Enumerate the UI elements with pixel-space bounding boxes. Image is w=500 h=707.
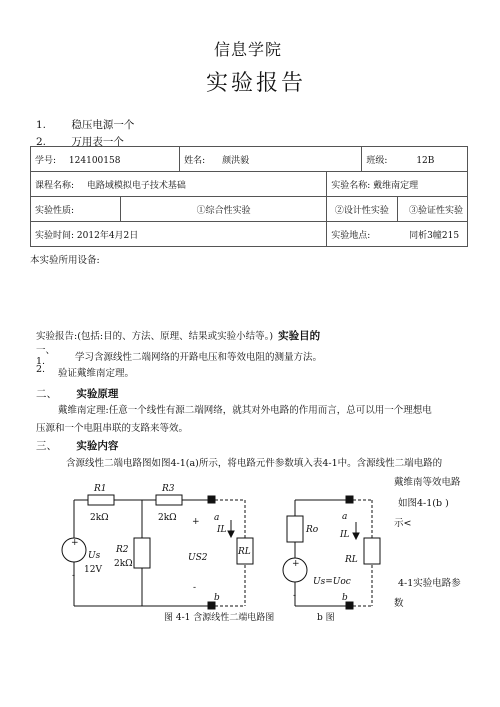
- r2-value: 2kΩ: [114, 559, 133, 569]
- side-text-1: 戴维南等效电路: [394, 477, 461, 488]
- purpose-1-text: 学习含源线性二端网络的开路电压和等效电阻的测量方法。: [75, 352, 323, 363]
- terminal-a: [208, 496, 215, 503]
- principle-line-2: 压源和一个电阻串联的支路来等效。: [36, 423, 189, 434]
- terminal-a-b: [346, 496, 353, 503]
- r2-resistor: [134, 538, 150, 568]
- source-eq-label: Us=Uoc: [313, 577, 351, 587]
- section-2-title: 实验原理: [76, 388, 119, 400]
- r3-value: 2kΩ: [158, 513, 177, 523]
- us2-minus: -: [193, 583, 197, 593]
- student-id-label: 学号:: [35, 155, 57, 166]
- experiment-label: 实验名称:: [331, 180, 371, 191]
- section-3-num: 三、: [36, 440, 57, 452]
- equipment-item-1-text: 稳压电源一个: [71, 119, 135, 131]
- r3-resistor: [156, 495, 182, 505]
- circuit-a-caption: 图 4-1 含源线性二端电路图: [164, 613, 275, 623]
- purpose-1-num: 1.: [36, 356, 46, 367]
- school-name: 信息学院: [214, 40, 283, 59]
- name-value: 颜洪毅: [222, 155, 250, 166]
- source-minus-b: -: [293, 591, 297, 601]
- place-value: 同析3幢215: [409, 230, 460, 241]
- nature-label: 实验性质:: [35, 205, 75, 216]
- source-plus-a: +: [71, 538, 79, 548]
- source-value-a: 12V: [84, 565, 102, 575]
- source-label-a: Us: [88, 551, 101, 561]
- ro-resistor: [287, 516, 303, 542]
- time-label: 实验时间:: [35, 230, 75, 241]
- circuit-b: [283, 496, 380, 609]
- rl-resistor-b: [364, 538, 380, 564]
- section-1-title: 实验目的: [278, 330, 321, 342]
- terminal-b-b: [346, 602, 353, 609]
- principle-line-1: 戴维南定理:任意一个线性有源二端网络，就其对外电路的作用而言，总可以用一个理想电: [58, 405, 432, 416]
- purpose-2-text: 验证戴维南定理。: [58, 368, 135, 379]
- side-text-3: 示<: [394, 518, 412, 529]
- course-value: 电路域模拟电子技术基础: [86, 180, 186, 191]
- nature-option-1: ①综合性实验: [196, 205, 251, 216]
- il-label-b: IL: [340, 530, 350, 540]
- ro-label: Ro: [306, 525, 319, 535]
- equipment-heading: 本实验所用设备:: [30, 255, 100, 266]
- equipment-item-2-num: 2.: [36, 136, 47, 148]
- r3-label: R3: [162, 484, 175, 494]
- content-line-1: 含源线性二端电路图如图4-1(a)所示，将电路元件参数填入表4-1中。含源线性二端电路的: [66, 458, 443, 469]
- us2-label: US2: [188, 553, 208, 563]
- section-3-title: 实验内容: [76, 440, 119, 452]
- class-label: 班级:: [366, 155, 388, 166]
- side-text-4: 4-1实验电路参: [398, 578, 461, 589]
- equipment-item-2-text: 万用表一个: [71, 136, 124, 148]
- experiment-value: 戴维南定理: [373, 180, 419, 191]
- course-label: 课程名称:: [35, 180, 75, 191]
- report-title: 实验报告: [206, 71, 307, 96]
- section-1-num: 一、: [36, 345, 56, 356]
- r1-resistor: [88, 495, 114, 505]
- terminal-b: [208, 602, 215, 609]
- nature-option-3: ③验证性实验: [408, 205, 463, 216]
- r1-value: 2kΩ: [90, 513, 109, 523]
- rl-label-a: RL: [238, 547, 251, 557]
- report-note-text: 实验报告:(包括:目的、方法、原理、结果或实验小结等。): [36, 331, 274, 342]
- name-label: 姓名:: [184, 155, 206, 166]
- nature-option-2: ②设计性实验: [334, 205, 389, 216]
- class-value: 12B: [416, 155, 435, 166]
- node-a-label: a: [214, 513, 220, 523]
- source-plus-b: +: [292, 559, 300, 569]
- node-a-b-label: a: [342, 512, 348, 522]
- r1-label: R1: [94, 484, 107, 494]
- time-value: 2012年4月2日: [76, 230, 139, 241]
- equipment-item-1-num: 1.: [36, 119, 47, 131]
- r2-label: R2: [116, 545, 129, 555]
- side-text-5: 数: [394, 598, 404, 609]
- purpose-2-num: 2.: [36, 364, 46, 375]
- us2-plus: +: [192, 517, 200, 527]
- source-minus-a: -: [72, 571, 76, 581]
- section-2-num: 二、: [36, 388, 57, 400]
- circuit-b-caption: b 图: [317, 613, 335, 623]
- place-label: 实验地点:: [331, 230, 371, 241]
- rl-label-b: RL: [345, 555, 358, 565]
- il-label-a: IL: [217, 525, 227, 535]
- side-text-2: 如图4-1(b ): [398, 498, 449, 509]
- student-id-value: 124100158: [68, 155, 121, 166]
- node-b-b-label: b: [342, 593, 348, 603]
- node-b-label: b: [214, 593, 220, 603]
